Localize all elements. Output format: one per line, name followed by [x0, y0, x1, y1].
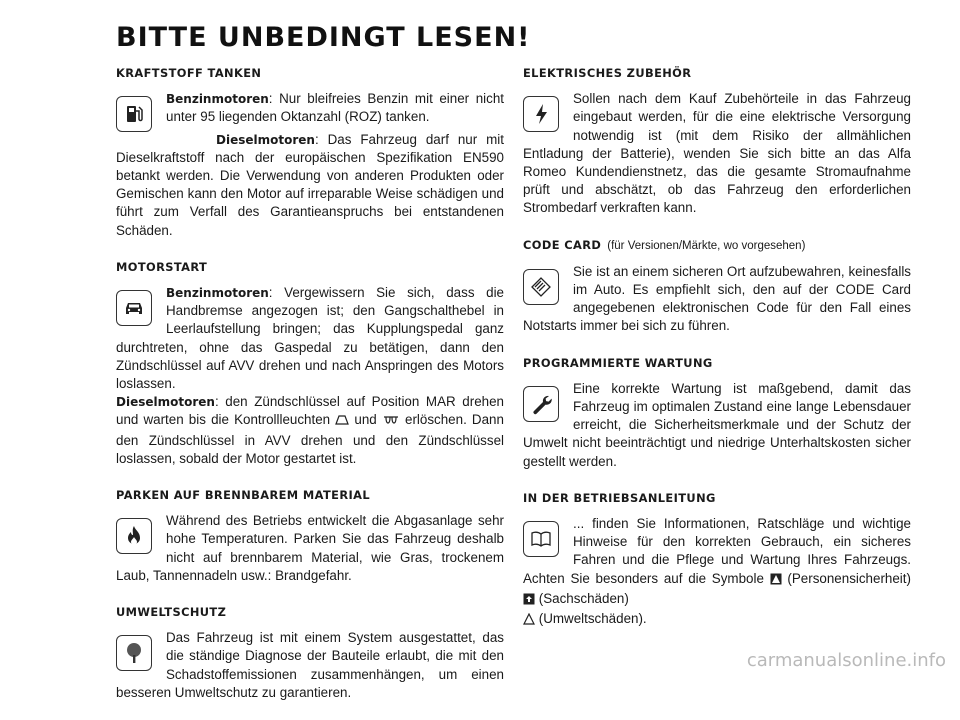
benzin-paragraph	[116, 90, 504, 126]
umwelt-text: Das Fahrzeug ist mit einem System ausgestattet, das die ständige Diagnose der Bauteile erlaubt, die mit den Schadstoffemissionen zusammenhängen, um einen besseren Umweltschutz zu garantieren.	[116, 630, 504, 700]
diesel-text: : Das Fahrzeug darf nur mit Dieselkraftstoff nach der europäischen Spezifikation EN590 betankt werden. Die Verwendung von anderen Produkten oder Gemischen kann den Motor auf irreparable Weise schädigen und führt zum Verfall des Garantieanspruchs bei entstandenen Schäden.	[116, 131, 504, 238]
lightning-icon	[523, 96, 559, 132]
anleitung-text-2: (Personensicherheit)	[787, 570, 911, 586]
diesel-paragraph	[116, 131, 504, 240]
section-kraftstoff	[116, 64, 504, 240]
diesel-label: Dieselmotoren	[216, 132, 315, 147]
wartung-text: Eine korrekte Wartung ist maßgebend, damit das Fahrzeug im optimalen Zustand eine lange Lebensdauer erreicht, die Sicherheitsmerkmale und der Schutz der Umwelt nicht beeinträchtigt und niedrige Unterhaltskosten sicher gestellt werden.	[523, 380, 911, 469]
wrench-icon	[523, 386, 559, 422]
code-card-heading: CODE CARD	[523, 237, 602, 252]
elektrisch-text: Sollen nach dem Kauf Zubehörteile in das Fahrzeug eingebaut werden, für die eine elektrische Versorgung notwendig ist (mit dem Risiko der allmählichen Entladung der Batterie), wenden Sie sich bitte an das Alfa Romeo Kundendienstnetz, das die gesamte Stromaufnahme prüft und abschätzt, ob das Fahrzeug den erforderlichen Strombedarf verkraften kann.	[523, 91, 911, 216]
diesel-label: Dieselmotoren	[116, 395, 215, 410]
benzin-label: Benzinmotoren	[166, 92, 269, 107]
benzin-text: : Nur bleifreies Benzin mit einer nicht unter 95 liegenden Oktanzahl (ROZ) tanken.	[166, 91, 504, 125]
car-icon	[116, 290, 152, 326]
tree-icon	[116, 635, 152, 671]
anleitung-text-4: (Umweltschäden).	[538, 611, 647, 627]
section-heading: PROGRAMMIERTE WARTUNG	[523, 355, 713, 370]
section-parken	[116, 486, 504, 585]
left-column	[116, 64, 504, 720]
section-heading: MOTORSTART	[116, 259, 208, 274]
section-umwelt	[116, 603, 504, 702]
parken-text: Während des Betriebs entwickelt die Abgasanlage sehr hohe Temperaturen. Parken Sie das Fahrzeug deshalb nicht auf brennbarem Material, wie Gras, trockenem Laub, Tannennadeln usw.: Brandgefahr.	[116, 513, 504, 583]
glow-plug-icon	[382, 413, 400, 431]
fire-icon	[116, 518, 152, 554]
benzin-text: : Vergewissern Sie sich, dass die Handbremse angezogen ist; den Gangschalthebel in Leerlaufstellung bringen; das Kupplungspedal ganz durchtreten, ohne das Gaspedal zu betätigen, dann den Zündschlüssel auf AVV drehen und nach Anspringen des Motors loslassen.	[116, 285, 504, 392]
section-heading: KRAFTSTOFF TANKEN	[116, 66, 262, 80]
right-column	[523, 64, 911, 648]
diesel-text-3: erlöschen. Dann den Zündschlüssel in AVV drehen und den Zündschlüssel loslassen, sobald der Motor gestartet ist.	[116, 412, 504, 466]
motorstart-benzin-paragraph	[116, 284, 504, 393]
fuel-pump-icon	[116, 96, 152, 132]
motorstart-diesel-paragraph	[116, 393, 504, 468]
section-heading: ELEKTRISCHES ZUBEHÖR	[523, 66, 692, 80]
code-card-text: Sie ist an einem sicheren Ort aufzubewahren, keinesfalls im Auto. Es empfiehlt sich, den auf der CODE Card angegebenen elektronischen Code für den Fall eines Notstarts immer bei sich zu führen.	[523, 263, 911, 334]
section-heading: IN DER BETRIEBSANLEITUNG	[523, 490, 716, 505]
section-heading: UMWELTSCHUTZ	[116, 605, 227, 620]
code-card-icon	[523, 269, 559, 305]
section-elektrisch	[523, 64, 911, 218]
anleitung-text-3: (Sachschäden)	[538, 590, 629, 606]
anleitung-text-1: ... finden Sie Informationen, Ratschläge und wichtige Hinweise für den korrekten Gebrauch, ein sicheres Fahren und die Pflege und Wartung Ihres Fahrzeugs. Achten Sie besonders auf die Symbole	[523, 516, 911, 586]
section-heading	[523, 236, 911, 255]
watermark: carmanualsonline.info	[746, 650, 946, 671]
benzin-label: Benzinmotoren	[166, 286, 269, 301]
warning-lamp-icon	[335, 413, 349, 431]
section-motorstart	[116, 258, 504, 468]
anleitung-text	[523, 515, 911, 630]
book-icon	[523, 521, 559, 557]
environment-icon	[523, 612, 535, 630]
property-damage-icon	[523, 592, 535, 610]
section-code-card	[523, 236, 911, 336]
diesel-text-2: und	[354, 412, 377, 428]
person-safety-icon	[770, 572, 782, 590]
section-heading: PARKEN AUF BRENNBAREM MATERIAL	[116, 488, 371, 503]
code-card-note: (für Versionen/Märkte, wo vorgesehen)	[607, 239, 806, 252]
page-title: BITTE UNBEDINGT LESEN!	[116, 22, 531, 53]
section-anleitung	[523, 489, 911, 630]
diesel-text-1: : den Zündschlüssel auf Position MAR drehen und warten bis die Kontrollleuchten	[116, 394, 504, 428]
section-wartung	[523, 354, 911, 471]
